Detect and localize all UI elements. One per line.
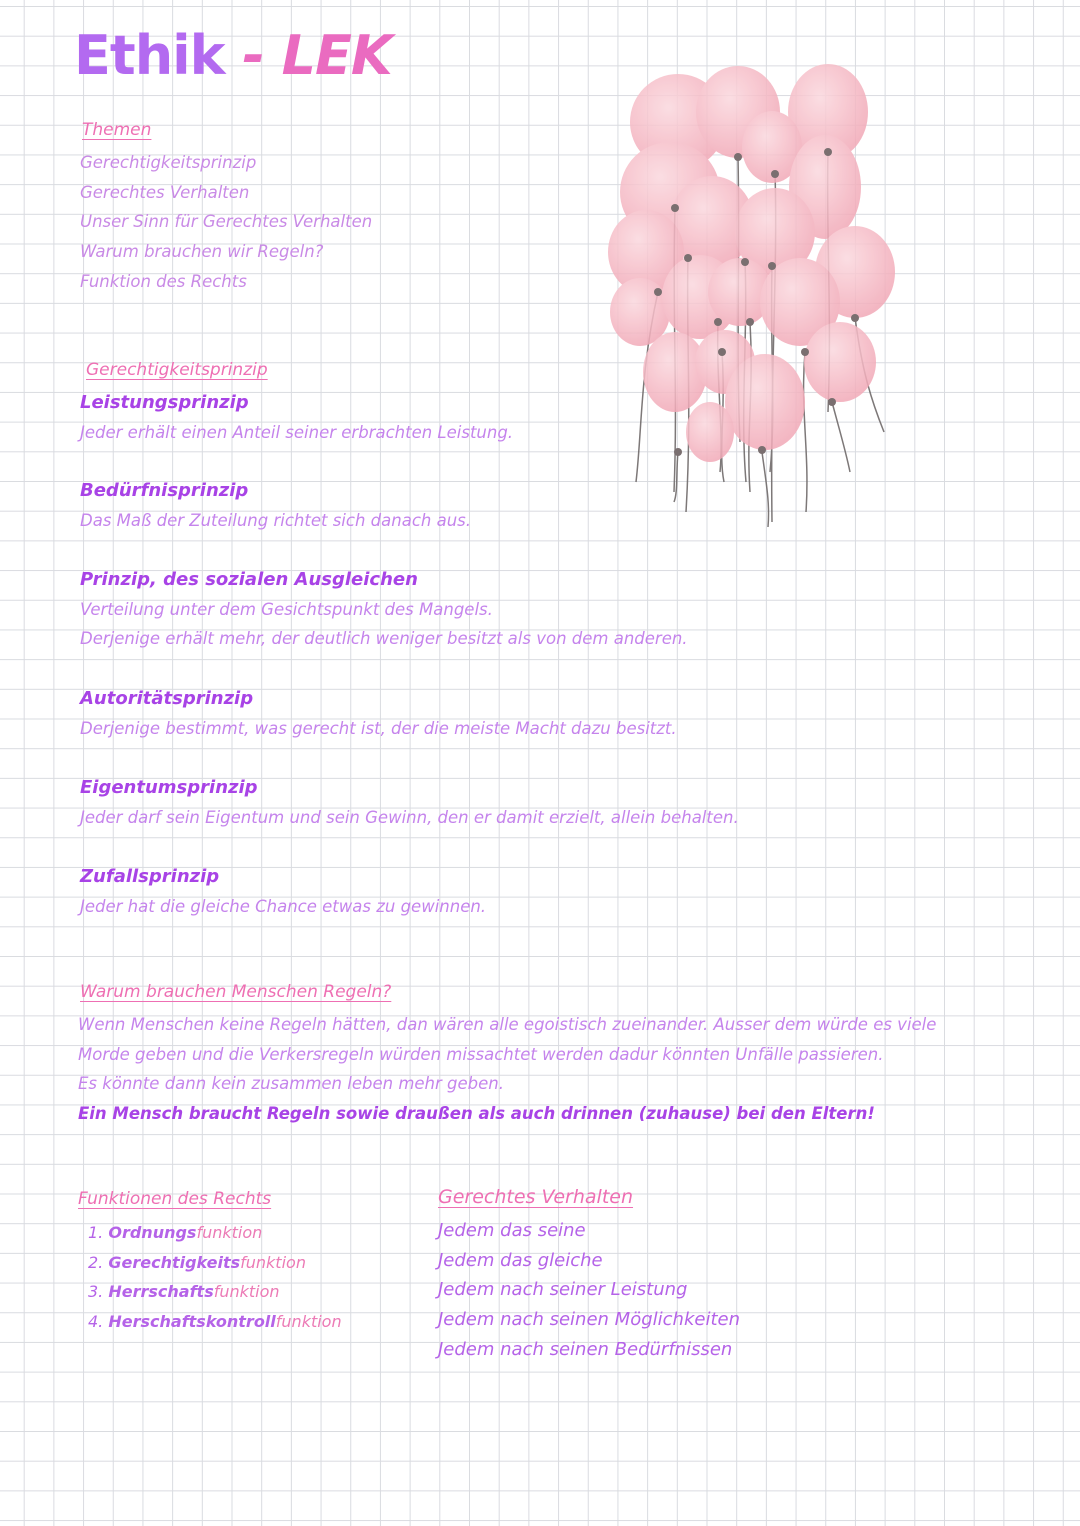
principle-name: Prinzip, des sozialen Ausgleichen bbox=[80, 569, 418, 590]
title-lek: LEK bbox=[281, 24, 392, 87]
principle-text: Jeder darf sein Eigentum und sein Gewinn, den er damit erzielt, allein behalten. bbox=[80, 807, 739, 827]
principle-block bbox=[80, 565, 688, 654]
behaviour-heading: Gerechtes Verhalten bbox=[438, 1186, 634, 1208]
rules-line: Es könnte dann kein zusammen leben mehr geben. bbox=[78, 1074, 504, 1094]
rules-line: Wenn Menschen keine Regeln hätten, dan wären alle egoistisch zueinander. Ausser dem würde es viele bbox=[78, 1015, 937, 1034]
justice-heading: Gerechtigkeitsprinzip bbox=[86, 360, 268, 380]
page-title bbox=[74, 24, 392, 87]
theme-item: Funktion des Rechts bbox=[80, 271, 247, 291]
function-item: 2. Gerechtigkeitsfunktion bbox=[88, 1252, 306, 1272]
principle-name: Eigentumsprinzip bbox=[80, 777, 258, 798]
theme-item: Gerechtigkeitsprinzip bbox=[80, 153, 257, 172]
theme-item: Unser Sinn für Gerechtes Verhalten bbox=[80, 212, 373, 232]
title-dash: - bbox=[224, 24, 282, 87]
behaviour-item: Jedem nach seinen Möglichkeiten bbox=[438, 1309, 740, 1331]
principle-block bbox=[80, 388, 513, 447]
principle-block bbox=[80, 773, 739, 832]
rules-heading: Warum brauchen Menschen Regeln? bbox=[80, 982, 392, 1002]
principle-name: Bedürfnisprinzip bbox=[80, 480, 249, 501]
behaviour-item: Jedem das seine bbox=[438, 1220, 586, 1241]
principle-text: Das Maß der Zuteilung richtet sich danach aus. bbox=[80, 510, 472, 530]
title-ethik: Ethik bbox=[74, 24, 225, 87]
functions-heading: Funktionen des Rechts bbox=[78, 1189, 272, 1209]
principle-text: Jeder erhält einen Anteil seiner erbrachten Leistung. bbox=[80, 422, 514, 442]
function-item: 1. Ordnungsfunktion bbox=[88, 1223, 263, 1242]
rules-conclusion: Ein Mensch braucht Regeln sowie draußen als auch drinnen (zuhause) bei den Eltern! bbox=[78, 1104, 875, 1124]
theme-item: Gerechtes Verhalten bbox=[80, 182, 250, 202]
behaviour-list bbox=[438, 1216, 740, 1365]
principle-name: Zufallsprinzip bbox=[80, 866, 220, 887]
principle-block bbox=[80, 862, 486, 921]
themes-list bbox=[80, 148, 372, 297]
behaviour-item: Jedem nach seiner Leistung bbox=[438, 1279, 688, 1301]
behaviour-item: Jedem nach seinen Bedürfnissen bbox=[438, 1338, 733, 1360]
rules-paragraph bbox=[78, 1010, 936, 1129]
balloons-icon bbox=[600, 52, 910, 532]
functions-list bbox=[88, 1218, 342, 1337]
principle-text: Derjenige erhält mehr, der deutlich weniger besitzt als von dem anderen. bbox=[80, 629, 688, 649]
rules-line: Morde geben und die Verkersregeln würden missachtet werden dadur könnten Unfälle passieren. bbox=[78, 1044, 884, 1064]
theme-item: Warum brauchen wir Regeln? bbox=[80, 242, 324, 262]
themes-heading: Themen bbox=[82, 120, 152, 140]
principle-name: Autoritätsprinzip bbox=[80, 688, 254, 709]
function-item: 4. Herschaftskontrollfunktion bbox=[88, 1312, 342, 1332]
principle-block bbox=[80, 476, 471, 535]
principle-block bbox=[80, 684, 677, 743]
principle-text: Jeder hat die gleiche Chance etwas zu gewinnen. bbox=[80, 896, 487, 916]
principle-name: Leistungsprinzip bbox=[80, 392, 249, 413]
behaviour-item: Jedem das gleiche bbox=[438, 1249, 603, 1271]
principle-text: Verteilung unter dem Gesichtspunkt des Mangels. bbox=[80, 599, 493, 619]
principle-text: Derjenige bestimmt, was gerecht ist, der die meiste Macht dazu besitzt. bbox=[80, 718, 677, 738]
function-item: 3. Herrschaftsfunktion bbox=[88, 1282, 280, 1302]
